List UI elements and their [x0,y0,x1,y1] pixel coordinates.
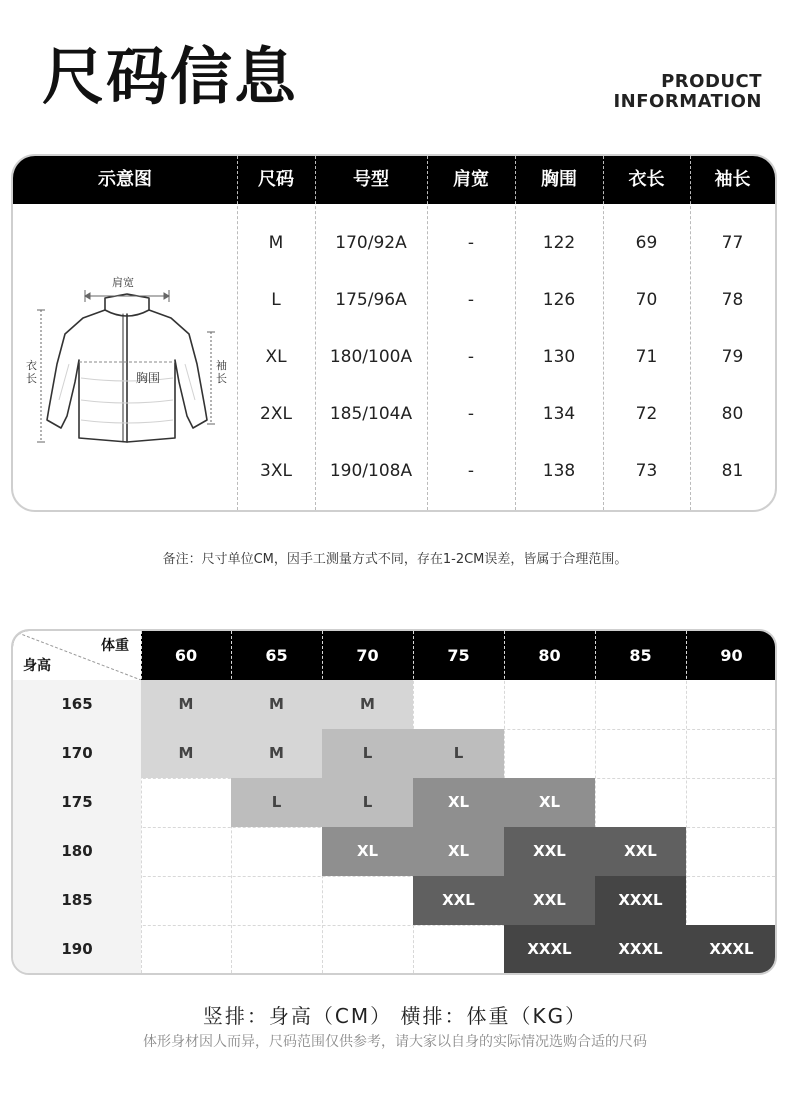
height-label: 180 [13,827,141,876]
cell-chest: 122 [542,233,576,253]
cell-length: 69 [635,233,658,253]
cell-model: 180/100A [329,347,413,367]
cell-chest: 130 [542,347,576,367]
weight-header: 60 [174,646,198,665]
fit-size-cell: M [141,680,231,729]
cell-size: L [271,290,281,310]
fit-size-cell: M [322,680,413,729]
page-title-english [613,72,762,112]
disclaimer: 体形身材因人而异，尺码范围仅供参考，请大家以自身的实际情况选购合适的尺码 [143,1034,647,1050]
cell-length: 73 [635,461,658,481]
cell-sleeve: 78 [721,290,744,310]
fit-size-cell: XXXL [595,876,686,925]
fit-size-cell: XXL [504,876,595,925]
fit-size-cell: M [231,680,322,729]
corner-label-weight: 体重 [101,638,129,654]
cell-shoulder: - [467,233,475,253]
cell-size: XL [265,347,287,367]
col-header-diagram: 示意图 [98,169,152,190]
col-header-sleeve: 袖长 [714,169,751,190]
fit-size-cell: XL [322,827,413,876]
cell-chest: 126 [542,290,576,310]
fit-size-cell: L [231,778,322,827]
cell-shoulder: - [467,461,475,481]
cell-model: 190/108A [329,461,413,481]
col-header-length: 衣长 [628,169,665,190]
jacket-diagram [13,204,237,512]
col-header-model: 号型 [353,169,389,190]
cell-shoulder: - [467,290,475,310]
col-header-size: 尺码 [258,169,294,190]
height-label: 170 [13,729,141,778]
jacket-outline-icon [13,204,237,512]
cell-size: M [268,233,284,253]
weight-header: 85 [629,646,652,665]
fit-size-cell: XXL [504,827,595,876]
col-header-shoulder: 肩宽 [453,169,489,190]
fit-size-cell: XXXL [686,925,777,974]
fit-size-cell: XXL [595,827,686,876]
cell-shoulder: - [467,404,475,424]
column-divider [686,631,687,973]
fit-table [11,629,777,975]
cell-model: 170/92A [335,233,407,253]
cell-sleeve: 80 [721,404,744,424]
cell-chest: 134 [542,404,576,424]
fit-size-cell: L [413,729,504,778]
size-table-header [13,156,775,204]
title-en-line1: PRODUCT [661,71,762,92]
fit-size-cell: XXXL [595,925,686,974]
cell-size: 2XL [260,404,292,424]
fit-size-cell: M [231,729,322,778]
weight-header: 90 [720,646,743,665]
weight-header: 70 [356,646,379,665]
cell-sleeve: 81 [721,461,744,481]
height-label: 175 [13,778,141,827]
cell-shoulder: - [467,347,475,367]
diagram-label-shoulder: 肩宽 [112,276,134,289]
diagram-label-chest: 胸围 [136,371,161,385]
fit-size-cell: XXXL [504,925,595,974]
cell-model: 175/96A [335,290,407,310]
height-label: 190 [13,925,141,974]
height-label: 185 [13,876,141,925]
cell-size: 3XL [260,461,292,481]
weight-header: 65 [265,646,288,665]
axis-legend: 竖排：身高（CM） 横排：体重（KG） [202,1004,588,1028]
fit-size-cell: XL [413,827,504,876]
col-header-chest: 胸围 [541,169,577,190]
cell-sleeve: 79 [721,347,744,367]
page-title: 尺码信息 [42,40,299,113]
cell-length: 72 [635,404,658,424]
cell-model: 185/104A [329,404,413,424]
fit-size-cell: L [322,729,413,778]
weight-header: 80 [538,646,561,665]
cell-sleeve: 77 [721,233,744,253]
fit-size-cell: XL [504,778,595,827]
fit-size-cell: XXL [413,876,504,925]
fit-size-cell: XL [413,778,504,827]
fit-table-header [13,631,775,680]
fit-table-corner [13,631,141,680]
cell-length: 70 [635,290,658,310]
fit-size-cell: L [322,778,413,827]
diagram-label-length: 衣长 [26,359,37,385]
cell-chest: 138 [542,461,576,481]
weight-header: 75 [447,646,470,665]
title-en-line2: INFORMATION [613,91,762,112]
height-label: 165 [13,680,141,729]
fit-size-cell: M [141,729,231,778]
size-table [11,154,777,512]
measurement-note: 备注：尺寸单位CM，因手工测量方式不同，存在1-2CM误差，皆属于合理范围。 [162,552,628,567]
cell-length: 71 [635,347,658,367]
corner-label-height: 身高 [23,658,51,674]
diagram-label-sleeve: 袖长 [216,359,227,385]
